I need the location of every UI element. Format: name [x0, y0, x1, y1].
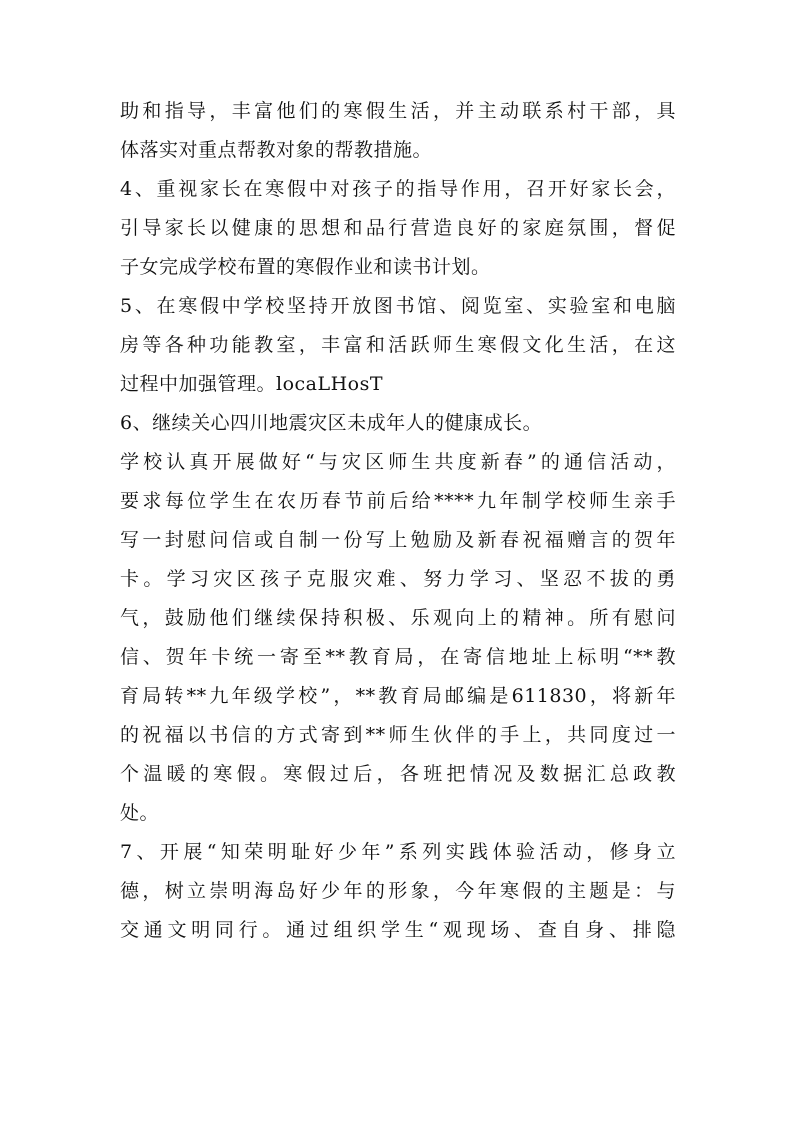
text-line: 交通文明同行。通过组织学生“观现场、查自身、排隐 [120, 919, 676, 941]
document-body [120, 92, 676, 950]
text-line: 信、贺年卡统一寄至**教育局，在寄信地址上标明“**教 [120, 646, 676, 668]
text-line: 个温暖的寒假。寒假过后，各班把情况及数据汇总政教 [120, 763, 676, 785]
text-line: 气，鼓励他们继续保持积极、乐观向上的精神。所有慰问 [120, 607, 676, 629]
text-line: 卡。学习灾区孩子克服灾难、努力学习、坚忍不拔的勇 [120, 568, 676, 590]
text-line: 育局转**九年级学校”，**教育局邮编是611830，将新年 [120, 685, 676, 707]
text-line: 助和指导，丰富他们的寒假生活，并主动联系村干部，具 [120, 100, 676, 122]
text-line: 处。 [120, 802, 160, 824]
text-line: 体落实对重点帮教对象的帮教措施。 [120, 139, 433, 161]
text-line: 写一封慰问信或自制一份写上勉励及新春祝福赠言的贺年 [120, 529, 676, 551]
text-line: 要求每位学生在农历春节前后给****九年制学校师生亲手 [120, 490, 676, 512]
text-line: 6、继续关心四川地震灾区未成年人的健康成长。 [120, 412, 543, 434]
text-line: 的祝福以书信的方式寄到**师生伙伴的手上，共同度过一 [120, 724, 676, 746]
text-line: 房等各种功能教室，丰富和活跃师生寒假文化生活，在这 [120, 334, 676, 356]
text-line: 引导家长以健康的思想和品行营造良好的家庭氛围，督促 [120, 217, 676, 239]
text-line: 4、重视家长在寒假中对孩子的指导作用，召开好家长会， [120, 178, 676, 200]
text-line: 子女完成学校布置的寒假作业和读书计划。 [120, 256, 491, 278]
text-line: 7、开展“知荣明耻好少年”系列实践体验活动，修身立 [120, 841, 676, 863]
text-line: 5、在寒假中学校坚持开放图书馆、阅览室、实验室和电脑 [120, 295, 676, 317]
text-line: 学校认真开展做好“与灾区师生共度新春”的通信活动， [120, 451, 676, 473]
text-line: 过程中加强管理。locaLHosT [120, 373, 384, 395]
text-line: 德，树立崇明海岛好少年的形象，今年寒假的主题是：与 [120, 880, 676, 902]
